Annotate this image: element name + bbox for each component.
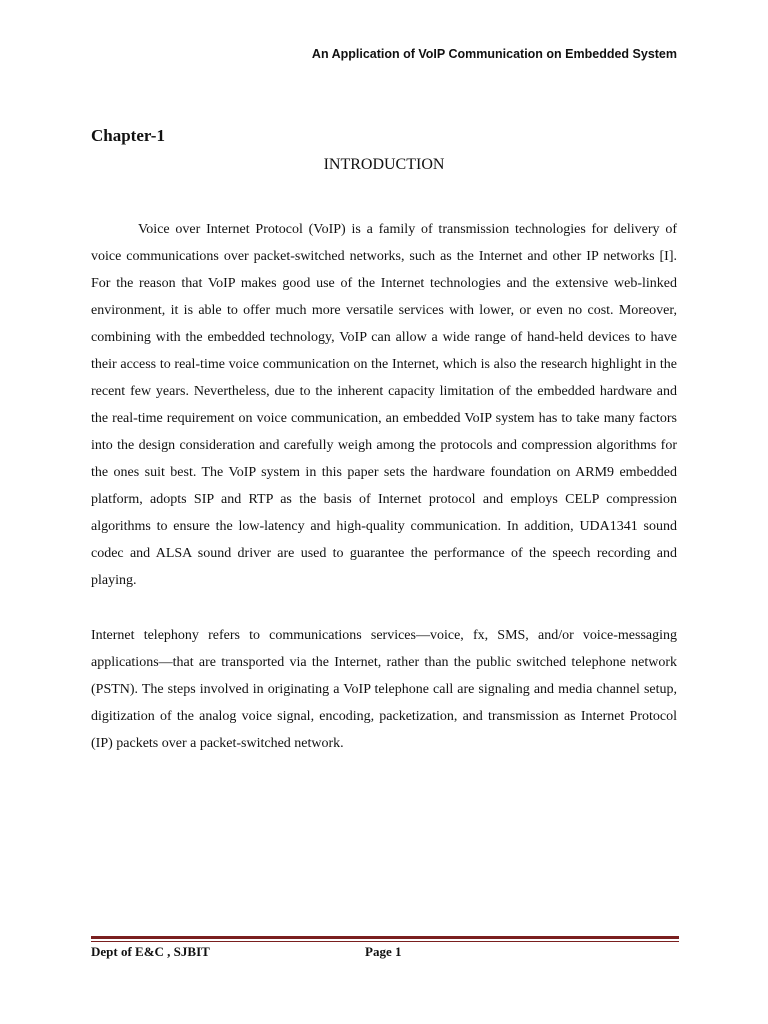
footer-page-number: Page 1 bbox=[365, 944, 402, 959]
footer-rule-thin bbox=[91, 941, 679, 942]
running-header: An Application of VoIP Communication on Embedded System bbox=[311, 47, 677, 61]
footer-rule bbox=[91, 936, 679, 942]
footer-department: Dept of E&C , SJBIT bbox=[91, 944, 210, 959]
chapter-label: Chapter-1 bbox=[91, 126, 165, 145]
section-title: INTRODUCTION bbox=[323, 156, 445, 173]
body-text bbox=[91, 216, 677, 757]
paragraph: Internet telephony refers to communications services—voice, fx, SMS, and/or voice-messaging applications—that are transported via the Internet, rather than the public switched telephone network (PSTN). The steps involved in originating a VoIP telephone call are signaling and media channel setup, digitization of the analog voice signal, encoding, packetization, and transmission as Internet Protocol (IP) packets over a packet-switched network. bbox=[91, 628, 677, 751]
footer-rule-thick bbox=[91, 936, 679, 939]
paragraph: Voice over Internet Protocol (VoIP) is a family of transmission technologies for delivery of voice communications over packet-switched networks, such as the Internet and other IP networks [I]. For the reason that VoIP makes good use of the Internet technologies and the extensive web-linked environment, it is able to offer much more versatile services with lower, or even no cost. Moreover, combining with the embedded technology, VoIP can allow a wide range of hand-held devices to have their access to real-time voice communication on the Internet, which is also the research highlight in the recent few years. Nevertheless, due to the inherent capacity limitation of the embedded hardware and the real-time requirement on voice communication, an embedded VoIP system has to take many factors into the design consideration and carefully weigh among the protocols and compression algorithms for the ones suit best. The VoIP system in this paper sets the hardware foundation on ARM9 embedded platform, adopts SIP and RTP as the basis of Internet protocol and employs CELP compression algorithms to ensure the low-latency and high-quality communication. In addition, UDA1341 sound codec and ALSA sound driver are used to guarantee the performance of the speech recording and playing. bbox=[91, 222, 677, 588]
